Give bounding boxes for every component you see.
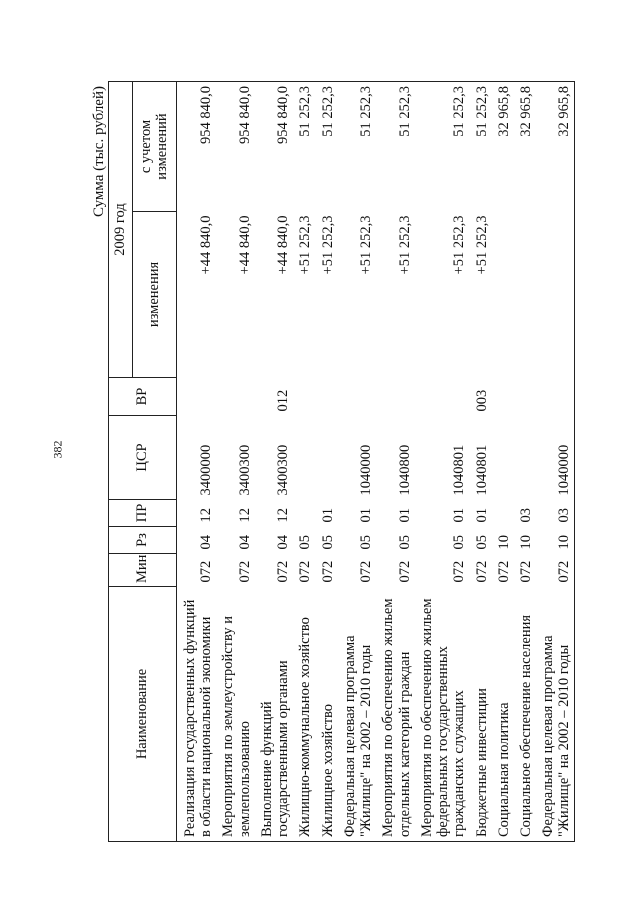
cell-csr: 1040000 xyxy=(358,444,375,496)
cell-vr: 012 xyxy=(275,389,292,412)
cell-name: Бюджетные инвестиции xyxy=(473,587,491,842)
cell-min: 072 xyxy=(517,560,534,583)
cell-csr xyxy=(517,416,535,500)
cell-name: Жилищное хозяйство xyxy=(319,587,337,842)
header-year: 2009 год xyxy=(109,81,133,377)
cell-total: 954 840,0 xyxy=(219,81,253,211)
cell-pr: 12 xyxy=(198,508,215,523)
cell-change: +44 840,0 xyxy=(236,215,253,275)
cell-vr xyxy=(418,378,469,416)
cell-pr: 03 xyxy=(539,500,574,527)
cell-vr xyxy=(539,378,574,416)
cell-min: 072 xyxy=(358,560,375,583)
cell-total: 51 252,3 xyxy=(341,81,375,211)
table-row xyxy=(539,81,574,841)
cell-change: +51 252,3 xyxy=(451,215,468,275)
cell-total: 32 965,8 xyxy=(495,81,513,211)
cell-total: 51 252,3 xyxy=(379,81,413,211)
cell-name: Мероприятия по землеустройству и землепользованию xyxy=(219,587,253,842)
cell-total: 51 252,3 xyxy=(296,81,314,211)
cell-rz: 05 xyxy=(473,535,490,550)
header-name: Наименование xyxy=(109,587,177,842)
cell-total: 51 252,3 xyxy=(418,81,469,211)
cell-name: Жилищно-коммунальное хозяйство xyxy=(296,587,314,842)
header-min: Мин xyxy=(109,554,177,587)
cell-change: +44 840,0 xyxy=(198,215,215,275)
cell-rz: 05 xyxy=(396,535,413,550)
cell-pr: 12 xyxy=(275,508,292,523)
cell-min: 072 xyxy=(275,560,292,583)
cell-pr xyxy=(296,500,314,527)
cell-total: 32 965,8 xyxy=(517,81,535,211)
cell-vr xyxy=(219,378,253,416)
cell-rz: 05 xyxy=(451,535,468,550)
cell-pr: 01 xyxy=(451,508,468,523)
cell-vr xyxy=(341,378,375,416)
cell-vr xyxy=(379,378,413,416)
cell-min: 072 xyxy=(297,560,314,583)
table-row xyxy=(219,81,253,841)
cell-name: Мероприятия по обеспечению жильем отдельных категорий граждан xyxy=(379,587,413,842)
table-row xyxy=(517,81,535,841)
cell-name: Мероприятия по обеспечению жильем федеральных государственных гражданских служащих xyxy=(418,587,469,842)
cell-rz: 04 xyxy=(198,535,215,550)
cell-vr xyxy=(495,378,513,416)
cell-min: 072 xyxy=(451,560,468,583)
cell-pr: 01 xyxy=(473,508,490,523)
header-changes: изменения xyxy=(133,212,177,378)
cell-total: 954 840,0 xyxy=(181,81,215,211)
cell-total: 954 840,0 xyxy=(258,81,292,211)
page-number: 382 xyxy=(50,440,65,459)
table-header xyxy=(109,81,177,841)
cell-vr xyxy=(296,378,314,416)
cell-min: 072 xyxy=(495,560,512,583)
cell-change: +44 840,0 xyxy=(275,215,292,275)
table-row xyxy=(495,81,513,841)
cell-csr: 3400000 xyxy=(198,444,215,496)
table-row xyxy=(181,81,215,841)
cell-csr xyxy=(495,416,513,500)
cell-name: Социальная политика xyxy=(495,587,513,842)
cell-total: 51 252,3 xyxy=(319,81,337,211)
cell-vr xyxy=(517,378,535,416)
table-row xyxy=(341,81,375,841)
table-body xyxy=(177,81,575,841)
cell-csr: 3400300 xyxy=(275,444,292,496)
cell-pr: 01 xyxy=(358,508,375,523)
header-vr: ВР xyxy=(109,378,177,416)
rotated-table-area xyxy=(91,82,573,842)
cell-min: 072 xyxy=(539,554,574,587)
cell-rz: 05 xyxy=(319,535,336,550)
cell-csr xyxy=(296,416,314,500)
header-pr: ПР xyxy=(109,500,177,527)
cell-vr: 003 xyxy=(473,389,490,412)
cell-change xyxy=(495,212,513,378)
cell-rz: 10 xyxy=(517,535,534,550)
table-row xyxy=(379,81,413,841)
table-row xyxy=(296,81,314,841)
cell-pr: 03 xyxy=(517,508,534,523)
table-row xyxy=(473,81,491,841)
cell-min: 072 xyxy=(319,560,336,583)
cell-rz: 10 xyxy=(539,527,574,554)
cell-min: 072 xyxy=(198,560,215,583)
cell-name: Выполнение функций государственными органами xyxy=(258,587,292,842)
cell-rz: 05 xyxy=(358,535,375,550)
cell-csr: 1040801 xyxy=(473,444,490,496)
cell-min: 072 xyxy=(236,560,253,583)
cell-name: Социальное обеспечение населения xyxy=(517,587,535,842)
table-row xyxy=(258,81,292,841)
cell-rz: 04 xyxy=(275,535,292,550)
cell-pr: 01 xyxy=(319,508,336,523)
cell-rz: 10 xyxy=(495,535,512,550)
cell-rz: 05 xyxy=(297,535,314,550)
cell-name: Федеральная целевая программа "Жилище" на 2002 – 2010 годы xyxy=(341,587,375,842)
cell-min: 072 xyxy=(396,560,413,583)
cell-csr: 3400300 xyxy=(236,444,253,496)
cell-change: +51 252,3 xyxy=(358,215,375,275)
table-row xyxy=(418,81,469,841)
cell-pr: 12 xyxy=(236,508,253,523)
cell-change xyxy=(517,212,535,378)
cell-name: Федеральная целевая программа "Жилище" на 2002 – 2010 годы xyxy=(539,587,574,842)
cell-change: +51 252,3 xyxy=(319,215,336,275)
cell-csr xyxy=(319,416,337,500)
table-row xyxy=(319,81,337,841)
cell-pr: 01 xyxy=(396,508,413,523)
cell-csr: 1040801 xyxy=(451,444,468,496)
budget-table xyxy=(108,81,575,842)
cell-vr xyxy=(181,378,215,416)
header-csr: ЦСР xyxy=(109,416,177,500)
cell-total: 51 252,3 xyxy=(473,81,491,211)
cell-change xyxy=(539,212,574,378)
cell-vr xyxy=(319,378,337,416)
cell-min: 072 xyxy=(473,560,490,583)
cell-change: +51 252,3 xyxy=(396,215,413,275)
cell-pr xyxy=(495,500,513,527)
cell-total: 32 965,8 xyxy=(539,81,574,211)
unit-caption: Сумма (тыс. рублей) xyxy=(91,86,107,218)
cell-change: +51 252,3 xyxy=(297,215,314,275)
cell-change: +51 252,3 xyxy=(473,215,490,275)
header-with-changes: с учетом изменений xyxy=(133,81,177,211)
cell-csr: 1040800 xyxy=(396,444,413,496)
header-rz: Рз xyxy=(109,527,177,554)
cell-name: Реализация государственных функций в области национальной экономики xyxy=(181,587,215,842)
cell-rz: 04 xyxy=(236,535,253,550)
cell-csr: 1040000 xyxy=(539,416,574,500)
